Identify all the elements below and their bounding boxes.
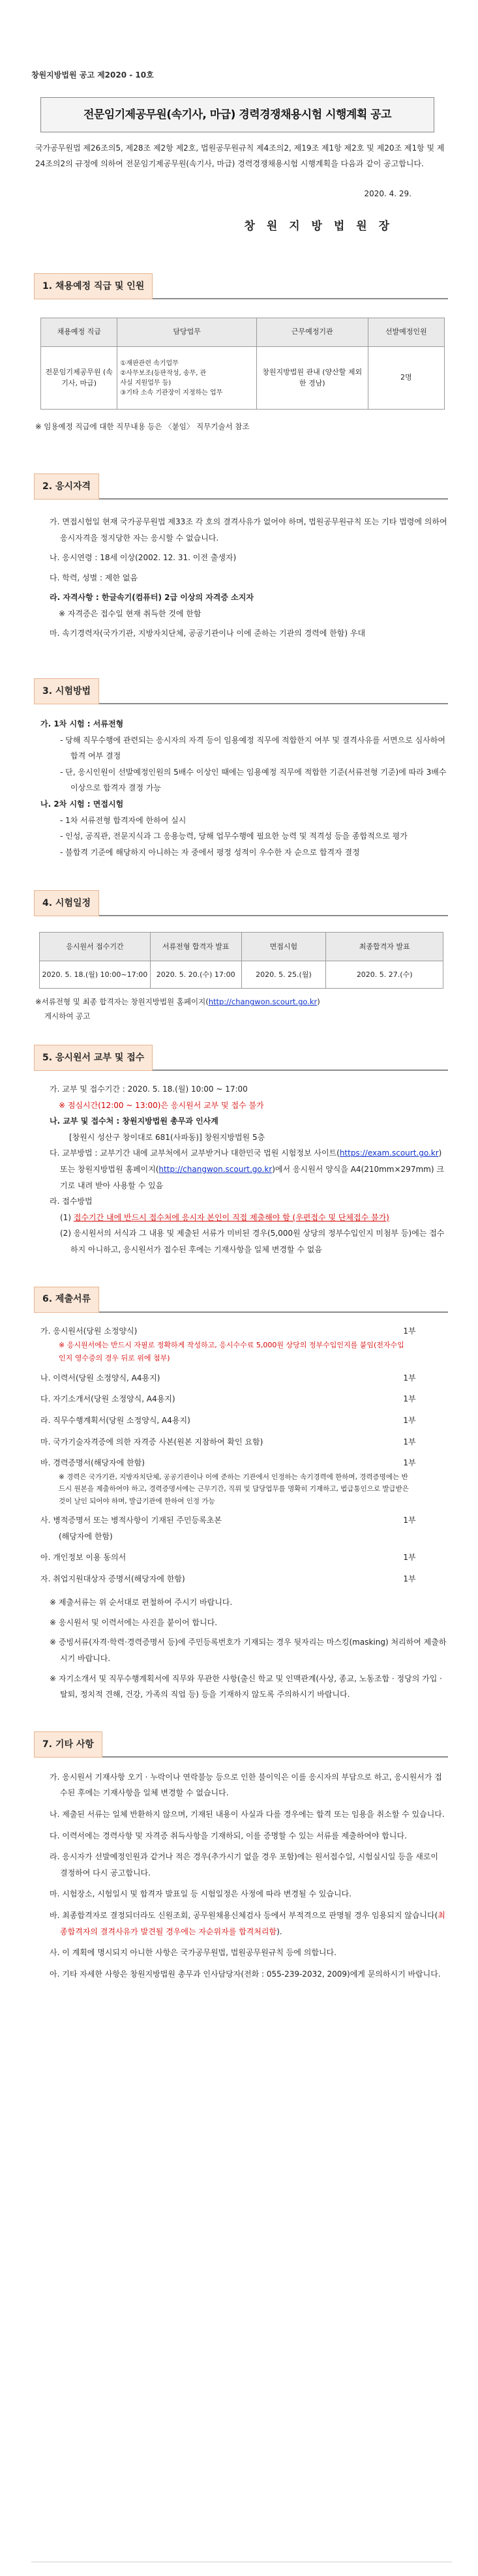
section-6-body: [31, 1323, 448, 1703]
doc-label: 다. 자기소개서(당원 소정양식, A4용지): [40, 1394, 175, 1404]
note-item: ※ 응시원서 및 이력서에는 사진을 붙이어 합니다.: [50, 1617, 218, 1627]
text: (1): [60, 1212, 74, 1222]
section-3-body: [31, 716, 448, 860]
schedule-table: [39, 932, 443, 989]
section-1-note: ※ 임용예정 직급에 대한 직무내용 등은 〈붙임〉 직무기술서 참조: [35, 422, 250, 432]
list-item: 다. 이력서에는 경력사항 및 자격증 취득사항을 기재하되, 이를 증명할 수 있는 서류를 제출하여야 합니다.: [50, 1831, 407, 1840]
table-row: [40, 961, 443, 989]
text: )에서 응시원서 양식을 A4(210mm×297mm) 크기로 내려 받아 사용할 수 있음: [60, 1165, 444, 1190]
list-item: - 불합격 기준에 해당하지 아니하는 자 중에서 평정 성적이 우수한 자 순으로 합격자 결정: [60, 847, 360, 857]
doc-label: 나. 이력서(당원 소정양식, A4용지): [40, 1373, 160, 1383]
doc-count: 1부: [403, 1553, 416, 1563]
table-row: [41, 347, 445, 410]
notice-date: 2020. 4. 29.: [364, 188, 411, 198]
cell-doc-result: 2020. 5. 20.(수) 17:00: [150, 961, 241, 989]
doc-count: 1부: [403, 1574, 416, 1583]
cell-apply: 2020. 5. 18.(월) 10:00~17:00: [40, 961, 151, 989]
signer: 창 원 지 방 법 원 장: [244, 219, 393, 233]
cell-count: 2명: [368, 347, 444, 410]
section-1-heading: 1. 채용예정 직급 및 인원: [34, 273, 153, 299]
cell-rank: 전문임기제공무원 (속기사, 마급): [41, 347, 117, 410]
list-item: [40, 1145, 448, 1193]
col-duties: 담당업무: [117, 318, 256, 347]
list-item: 가. 1차 시험 : 서류전형: [40, 719, 124, 729]
section-4-note-2: 게시하여 공고: [44, 1011, 91, 1021]
section-6-header: [34, 1287, 448, 1313]
section-3-heading: 3. 시험방법: [34, 678, 99, 704]
duty-line: ①재판관련 속기업무: [120, 359, 179, 367]
text: 다. 교부방법 : 교부기간 내에 교부처에서 교부받거나 대한민국 법원 시험정보 사이트(: [50, 1148, 340, 1158]
title-box: [40, 97, 434, 132]
doc-count: 1부: [403, 1458, 416, 1468]
text: ) 또는 창원지방법원 홈페이지(: [60, 1148, 442, 1175]
list-item: 마. 시험장소, 시험일시 및 합격자 발표일 등 시험일정은 사정에 따라 변경될 수 있습니다.: [50, 1889, 351, 1899]
note-item: ※ 제출서류는 위 순서대로 편철하여 주시기 바랍니다.: [50, 1598, 233, 1608]
col-rank: 채용예정 직급: [41, 318, 117, 347]
address: [창원시 성산구 창이대로 681(사파동)] 창원지방법원 5층: [69, 1132, 265, 1142]
list-item: [40, 1908, 448, 1939]
list-item-note: ※ 자격증은 접수일 현재 취득한 것에 한함: [59, 608, 202, 618]
list-item: - 인성, 공직관, 전문지식과 그 응용능력, 당해 업무수행에 필요한 능력 및 적격성 등을 종합적으로 평가: [60, 831, 408, 841]
list-item: 가. 응시원서 기재사항 오기 · 누락이나 연락불능 등으로 인한 불이익은 이를 응시자의 부담으로 하고, 응시원서가 접수된 후에는 기재사항을 일체 변경할 수 없습니다.: [50, 1772, 442, 1798]
doc-label: 바. 경력증명서(해당자에 한함): [40, 1458, 145, 1468]
section-7-body: [31, 1769, 448, 1983]
section-3-header: [34, 678, 448, 704]
list-item: 라. 자격사항 : 한글속기(컴퓨터) 2급 이상의 자격증 소지자: [50, 593, 254, 603]
doc-row: [40, 1370, 448, 1386]
section-4-heading: 4. 시험일정: [34, 890, 99, 916]
list-item: 나. 제출된 서류는 일체 반환하지 않으며, 기재된 내용이 사실과 다를 경우에는 합격 또는 임용을 취소할 수 있습니다.: [50, 1810, 445, 1820]
doc-label: 마. 국가기술자격증에 의한 자격증 사본(원본 지참하여 확인 요함): [40, 1437, 263, 1446]
exam-site-link[interactable]: https://exam.scourt.go.kr: [339, 1148, 439, 1158]
warning-text: 접수기간 내에 반드시 접수처에 응시자 본인이 직접 제출해야 함 (우편접수 및 단체접수 불가): [73, 1212, 389, 1222]
list-item: 나. 2차 시험 : 면접시험: [40, 800, 124, 809]
list-item: 아. 기타 자세한 사항은 창원지방법원 총무과 인사담당자(전화 : 055-239-2032, 2009)에게 문의하시기 바랍니다.: [50, 1969, 441, 1979]
section-6-heading: 6. 제출서류: [34, 1287, 99, 1313]
cell-interview: 2020. 5. 25.(월): [241, 961, 326, 989]
cell-duties: [117, 347, 256, 410]
col-interview: 면접시험: [241, 933, 326, 961]
doc-label: 자. 취업지원대상자 증명서(해당자에 한함): [40, 1574, 185, 1583]
doc-row: [40, 1512, 448, 1529]
list-item: 라. 접수방법: [50, 1197, 93, 1206]
recruit-table: [40, 318, 445, 410]
doc-count: 1부: [403, 1394, 416, 1404]
list-item: - 1차 서류전형 합격자에 한하여 실시: [60, 815, 187, 825]
intro-paragraph: 국가공무원법 제26조의5, 제28조 제2항 제2호, 법원공무원규칙 제4조의2, 제19조 제1항 제2호 및 제20조 제1항 및 제24조의2의 규정에 의하여 전문임기제공무원(속기사, 마급) 경력경쟁채용시험 시행계획을 다음과 같이 공고합니다.: [35, 143, 445, 169]
schedule-header: [40, 933, 443, 961]
duty-line: ③기타 소속 기관장이 지정하는 업무: [120, 389, 223, 397]
doc-row: [40, 1434, 448, 1450]
doc-row: [40, 1571, 448, 1587]
doc-row: [40, 1391, 448, 1407]
note-item: ※ 증빙서류(자격·학력·경력증명서 등)에 주민등록번호가 기재되는 경우 뒷자리는 마스킹(masking) 처리하여 제출하시기 바랍니다.: [50, 1638, 447, 1664]
doc-label: 사. 병적증명서 또는 병적사항이 기재된 주민등록초본: [40, 1515, 222, 1525]
list-item: 나. 교부 및 접수처 : 창원지방법원 총무과 인사계: [50, 1116, 218, 1126]
doc-label: 가. 응시원서(당원 소정양식): [40, 1326, 138, 1336]
doc-count: 1부: [403, 1326, 416, 1336]
list-item: 가. 교부 및 접수기간 : 2020. 5. 18.(월) 10:00 ~ 17:00: [50, 1085, 248, 1094]
list-item: 마. 속기경력자(국가기관, 지방자치단체, 공공기관이나 이에 준하는 기관의 경력에 한함) 우대: [50, 629, 366, 638]
col-institution: 근무예정기관: [256, 318, 368, 347]
section-4-note: [35, 995, 448, 1010]
list-item: (2) 응시원서의 서식과 그 내용 및 제출된 서류가 미비된 경우(5,000원 상당의 정부수입인지 미첨부 등)에는 접수하지 아니하고, 응시원서가 접수된 후에는 기재사항을 일체 변경할 수 없음: [60, 1229, 445, 1255]
page-title: 전문임기제공무원(속기사, 마급) 경력경쟁채용시험 시행계획 공고: [83, 108, 392, 121]
note-item: ※ 자기소개서 및 직무수행계획서에 직무와 무관한 사항(출신 학교 및 인맥관계(사상, 종교, 노동조합 · 정당의 가입 · 탈퇴, 정치적 견해, 건강, 가족의 직업 등) 등을 기재하지 않도록 주의하시기 바랍니다.: [50, 1673, 442, 1700]
doc-count: 1부: [403, 1416, 416, 1426]
doc-label: 라. 직무수행계획서(당원 소정양식, A4용지): [40, 1416, 190, 1426]
section-7-heading: 7. 기타 사항: [34, 1731, 102, 1758]
list-item: - 단, 응시인원이 선발예정인원의 5배수 이상인 때에는 임용예정 직무에 적합한 기준(서류전형 기준)에 따라 3배수 이상으로 합격자 결정 가능: [60, 767, 447, 793]
section-2-body: [31, 514, 448, 642]
duty-line: 사실 지원업무 등): [120, 379, 172, 387]
doc-count: 1부: [403, 1515, 416, 1525]
section-4-header: [34, 890, 448, 916]
list-item: - 당해 직무수행에 관련되는 응시자의 자격 등이 임용예정 직무에 적합한지 여부 및 결격사유를 서면으로 심사하여 합격 여부 결정: [60, 735, 445, 761]
section-1-header: [34, 273, 448, 299]
list-item: 가. 면접시험일 현재 국가공무원법 제33조 각 호의 결격사유가 없어야 하며, 법원공무원규칙 또는 기타 법령에 의하여 응시자격을 정지당한 자는 응시할 수 없습니다.: [50, 517, 447, 543]
section-7-header: [34, 1731, 448, 1758]
doc-row: [40, 1323, 448, 1340]
notice-number: 창원지방법원 공고 제2020 - 10호: [31, 70, 154, 80]
doc-count: 1부: [403, 1437, 416, 1446]
col-apply: 응시원서 접수기간: [40, 933, 151, 961]
homepage-link[interactable]: http://changwon.scourt.go.kr: [208, 997, 318, 1007]
section-5-header: [34, 1045, 448, 1071]
list-item: [40, 1210, 448, 1226]
col-final: 최종합격자 발표: [326, 933, 443, 961]
doc-note: ※ 경력은 국가기관, 지방자치단체, 공공기관이나 이에 준하는 기관에서 인정하는 속기경력에 한하며, 경력증명에는 반드시 원본을 제출하여야 하고, 경력증명서에는 근무기간, 직위 및 담당업무를 명확히 기재하고, 법급통인으로 발급받은 것이 날인 되어야 하며, 발급기관에 한하여 인정 가능: [59, 1473, 409, 1505]
list-item-note: ※ 점심시간(12:00 ~ 13:00)은 응시원서 교부 및 접수 불가: [59, 1100, 264, 1110]
list-item: 라. 응시자가 선발예정인원과 같거나 적은 경우(추가시기 없을 경우 포함)에는 원서접수일, 시험실시일 등을 새로이 결정하여 다시 공고합니다.: [50, 1852, 439, 1878]
text: 바. 최종합격자로 결정되더라도 신원조회, 공무원채용신체검사 등에서 부적격으로 판명될 경우 임용되지 않습니다(: [50, 1911, 438, 1921]
recruit-table-header: [41, 318, 445, 347]
doc-count: 1부: [403, 1373, 416, 1383]
text: ).: [276, 1926, 282, 1936]
section-2-heading: 2. 응시자격: [34, 473, 99, 500]
list-item: 다. 학력, 성별 : 제한 없음: [50, 573, 138, 582]
homepage-link[interactable]: http://changwon.scourt.go.kr: [158, 1165, 273, 1175]
doc-row: [40, 1550, 448, 1566]
doc-note: ※ 응시원서에는 반드시 자필로 정확하게 작성하고, 응시수수료 5,000원 상당의 정부수입인지를 붙임(전자수입인지 영수증의 경우 뒤로 위에 첨부): [59, 1341, 404, 1363]
section-5-body: [31, 1081, 448, 1258]
doc-row: [40, 1455, 448, 1471]
doc-sub: (해당자에 한함): [59, 1531, 113, 1541]
section-2-header: [34, 473, 448, 500]
note-text: ※서류전형 및 최종 합격자는 창원지방법원 홈페이지(: [35, 997, 209, 1007]
section-5-heading: 5. 응시원서 교부 및 접수: [34, 1045, 153, 1071]
list-item: 사. 이 계획에 명시되지 아니한 사항은 국가공무원법, 법원공무원규칙 등에 의합니다.: [50, 1948, 336, 1958]
warning-text: 최종합격자의 결격사유가 발견될 경우에는 자순위자를 합격처리함: [60, 1911, 445, 1936]
cell-institution: 창원지방법원 관내 (양산할 제외한 경남): [256, 347, 368, 410]
cell-final: 2020. 5. 27.(수): [326, 961, 443, 989]
doc-label: 아. 개인정보 이용 동의서: [40, 1553, 127, 1563]
note-text: ): [317, 997, 320, 1007]
doc-row: [40, 1413, 448, 1429]
col-doc-result: 서류전형 합격자 발표: [150, 933, 241, 961]
duty-line: ②사무보조(등판작성, 송무, 관: [120, 369, 207, 377]
col-count: 선발예정인원: [368, 318, 444, 347]
list-item: 나. 응시연령 : 18세 이상(2002. 12. 31. 이전 출생자): [50, 553, 237, 563]
